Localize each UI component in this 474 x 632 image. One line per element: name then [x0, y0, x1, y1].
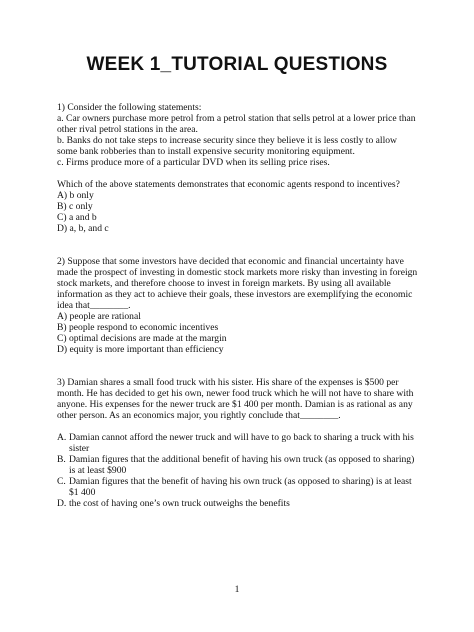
statement-c: c. Firms produce more of a particular DVD when its selling price rises. — [57, 157, 330, 168]
q1-option-a: A) b only — [57, 190, 94, 201]
q1-option-c: C) a and b — [57, 212, 97, 223]
q3-option-d-letter: D. — [57, 498, 67, 509]
statement-b: b. Banks do not take steps to increase security since they believe it is less costly to allow some bank robberies than to install expensive security monitoring equipment. — [57, 135, 397, 157]
q3-option-d-text: the cost of having one’s own truck outweighs the benefits — [69, 498, 290, 509]
q3-option-b — [57, 454, 419, 476]
q3-options — [57, 432, 419, 509]
question-1-stem: 1) Consider the following statements: — [57, 102, 202, 113]
q3-option-d — [57, 498, 419, 509]
question-2 — [57, 256, 419, 355]
q2-option-a: A) people are rational — [57, 311, 141, 322]
q3-option-c-text: Damian figures that the benefit of having his own truck (as opposed to sharing) is at least $1 400 — [69, 476, 412, 498]
question-3 — [57, 377, 419, 509]
question-1-prompt: Which of the above statements demonstrates that economic agents respond to incentives? — [57, 179, 400, 190]
question-1 — [57, 102, 419, 234]
document-body — [57, 102, 419, 509]
q2-option-c: C) optimal decisions are made at the margin — [57, 333, 227, 344]
q3-option-a — [57, 432, 419, 454]
page-title: WEEK 1_TUTORIAL QUESTIONS — [86, 54, 388, 75]
q2-option-b: B) people respond to economic incentives — [57, 322, 219, 333]
q1-option-b: B) c only — [57, 201, 93, 212]
statement-a: a. Car owners purchase more petrol from a petrol station that sells petrol at a lower price than other rival petrol stations in the area. — [57, 113, 416, 135]
q2-option-d: D) equity is more important than efficiency — [57, 344, 224, 355]
q3-option-b-letter: B. — [57, 454, 66, 465]
page-number: 1 — [234, 584, 240, 595]
question-3-stem: 3) Damian shares a small food truck with his sister. His share of the expenses is $500 per month. He has decided to get his own, newer food truck which he will not have to share with anyone. His expenses for the newer truck are $1 400 per month. Damian is as rational as any other person. As an economics major, you rightly conclude that________. — [57, 377, 414, 421]
q3-option-a-letter: A. — [57, 432, 67, 443]
q1-option-d: D) a, b, and c — [57, 223, 109, 234]
q3-option-c-letter: C. — [57, 476, 66, 487]
q3-option-c — [57, 476, 419, 498]
question-2-stem: 2) Suppose that some investors have decided that economic and financial uncertainty have made the prospect of investing in domestic stock markets more risky than investing in foreign stock markets, and therefore choose to invest in foreign markets. By using all available information as they act to achieve their goals, these investors are exemplifying the economic idea that________. — [57, 256, 418, 311]
q3-option-b-text: Damian figures that the additional benefit of having his own truck (as opposed to sharing) is at least $900 — [69, 454, 415, 476]
q3-option-a-text: Damian cannot afford the newer truck and will have to go back to sharing a truck with his sister — [69, 432, 414, 454]
